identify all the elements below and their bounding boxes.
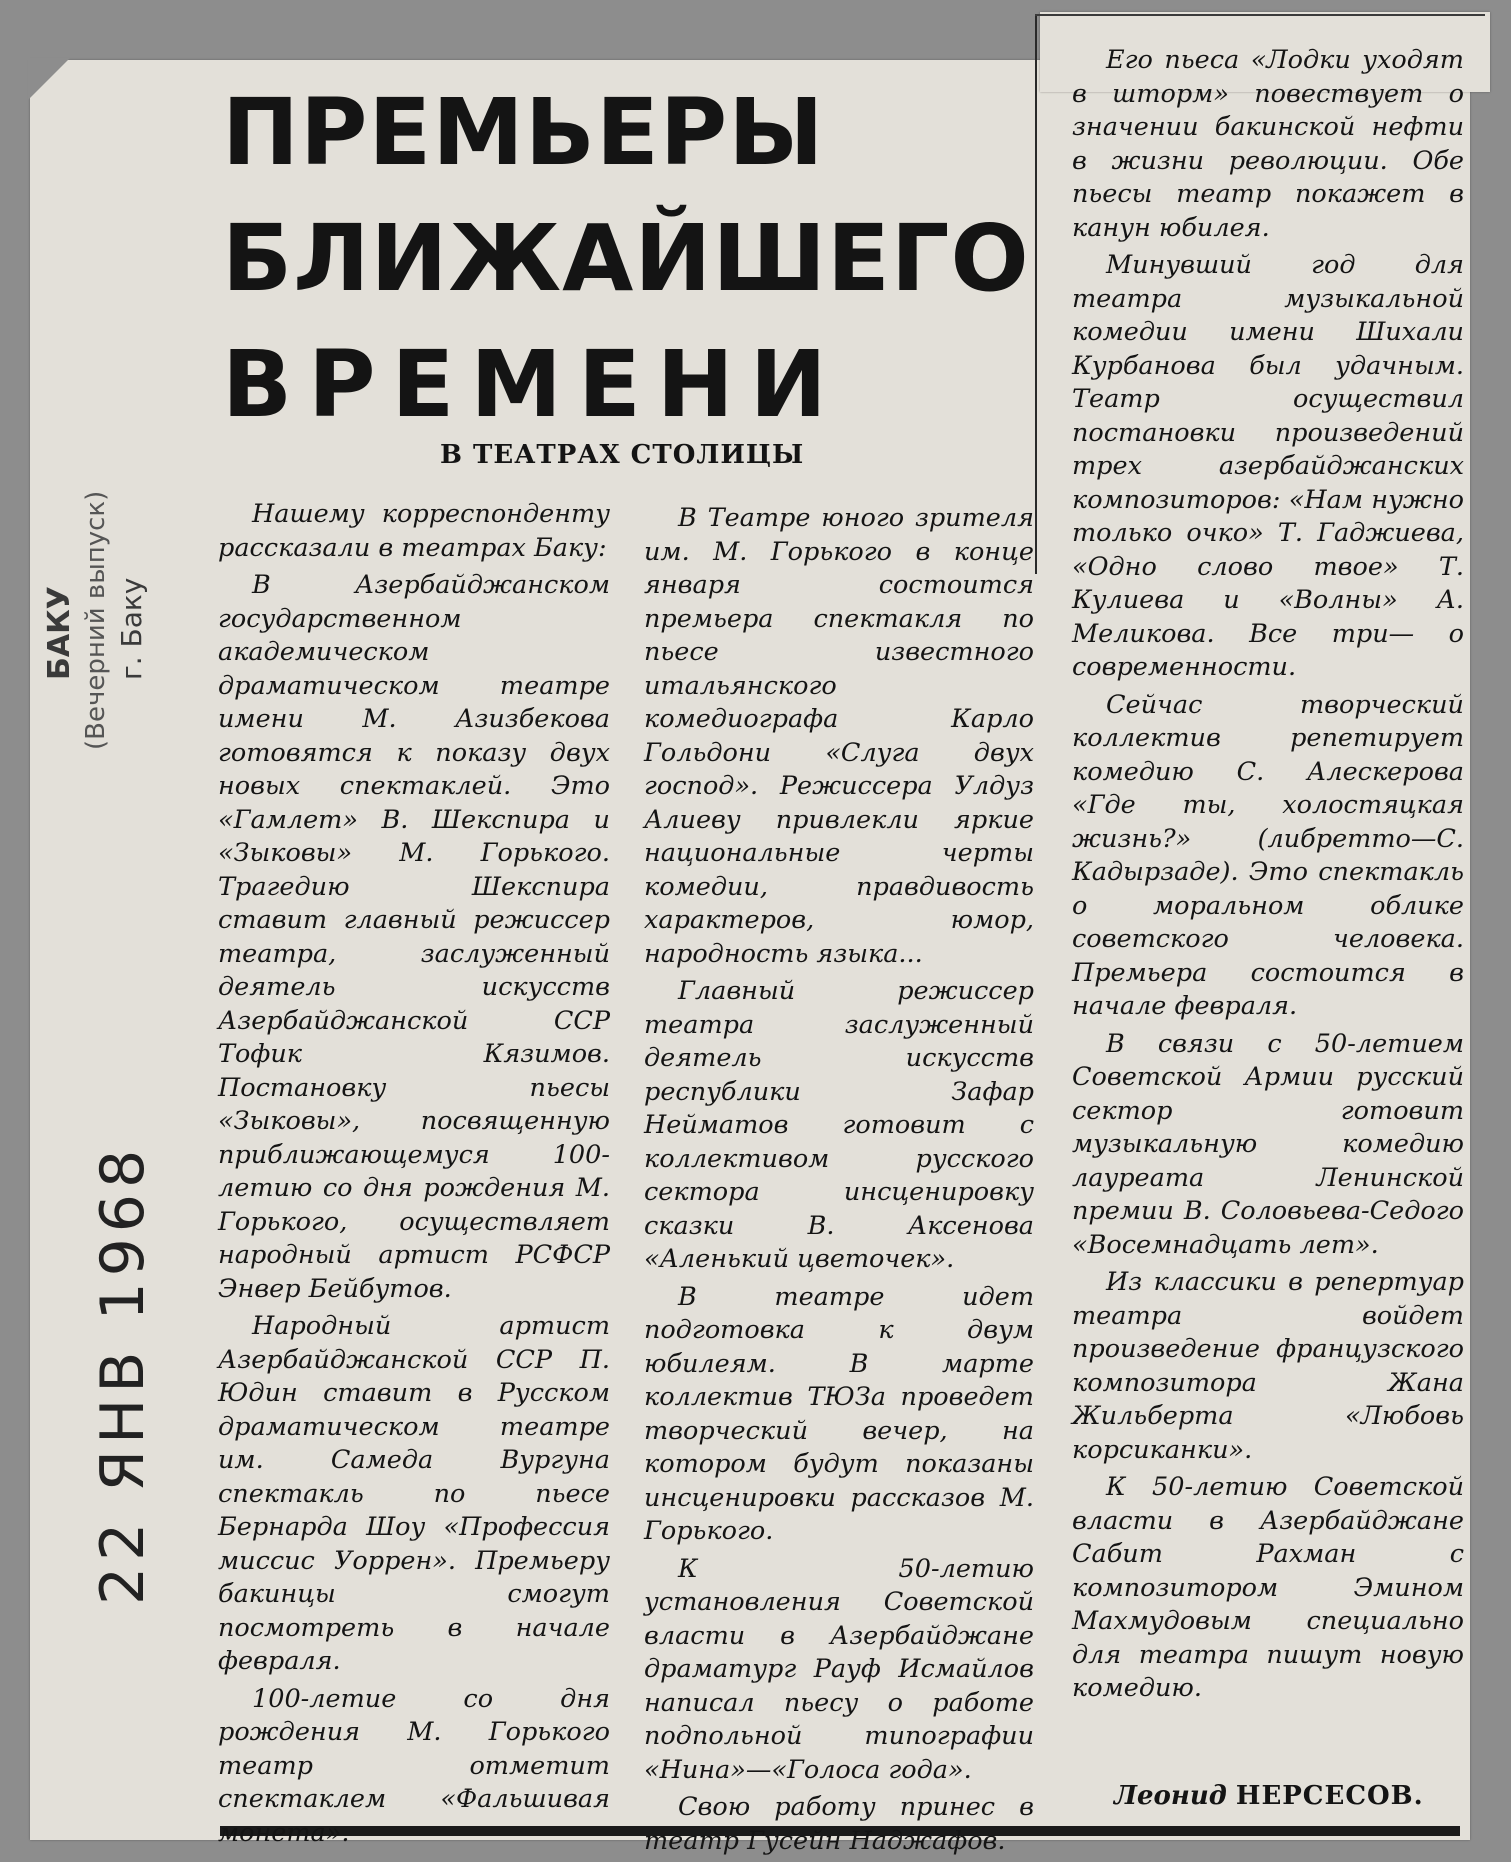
paragraph: В связи с 50-летием Советской Армии русский сектор готовит музыкальную комедию лауреата Ленинской премии В. Соловьева-Седого «Восемнадцать лет».	[1072, 1028, 1464, 1260]
paragraph: Его пьеса «Лодки уходят в шторм» повествует о значении бакинской нефти в жизни революции. Обе пьесы театр покажет в канун юбилея.	[1072, 45, 1464, 243]
paragraph: К 50-летию Советской власти в Азербайджане Сабит Рахман с композитором Эмином Махмудовым специально для театра пишут новую комедию.	[1072, 1472, 1464, 1703]
paragraph: Из классики в репертуар театра войдет произведение французского композитора Жана Жильберта «Любовь корсиканки».	[1072, 1267, 1464, 1465]
date-stamp: 22 ЯНВ 1968	[88, 1143, 158, 1605]
headline-line: БЛИЖАЙШЕГО	[222, 205, 1030, 312]
headline	[222, 70, 1030, 448]
paragraph: В Театре юного зрителя им. М. Горького в конце января состоится премьера спектакля по пьесе известного итальянского комедиографа Карло Гольдони «Слуга двух господ». Режиссера Улдуз Алиеву привлекли яркие национальные черты комедии, правдивость характеров, юмор, народность языка...	[644, 503, 1034, 969]
paragraph: К 50-летию установления Советской власти в Азербайджане драматург Рауф Исмайлов написал пьесу о работе подпольной типографии «Нина»—«Голоса года».	[644, 1553, 1034, 1785]
paragraph: Минувший год для театра музыкальной комедии имени Шихали Курбанова был удачным. Театр осуществил постановки произведений трех азербайджанских композиторов: «Нам нужно только очко» Т. Гаджиева, «Одно слово твое» Т. Кулиева и «Волны» А. Меликова. Все три— о современности.	[1072, 250, 1464, 682]
article-column-1	[218, 498, 610, 1854]
paragraph: Сейчас творческий коллектив репетирует комедию С. Алескерова «Где ты, холостяцкая жизнь?» (либретто—С. Кадырзаде). Это спектакль о моральном облике советского человека. Премьера состоится в начале февраля.	[1072, 689, 1464, 1021]
column-rule	[1035, 14, 1037, 574]
paragraph: В театре идет подготовка к двум юбилеям. В марте коллектив ТЮЗа проведет творческий вечер, на котором будут показаны инсценировки рассказов М. Горького.	[644, 1281, 1034, 1546]
subheading: В ТЕАТРАХ СТОЛИЦЫ	[440, 440, 805, 470]
source-location: г. Баку	[115, 577, 148, 680]
source-edition: (Вечерний выпуск)	[81, 490, 111, 750]
article-column-2	[644, 502, 1034, 1862]
paragraph: Народный артист Азербайджанской ССР П. Юдин ставит в Русском драматическом театре им. Самеда Вургуна спектакль по пьесе Бернарда Шоу «Профессия миссис Уоррен». Премьеру бакинцы смогут посмотреть в начале февраля.	[218, 1311, 610, 1676]
article-column-3	[1072, 44, 1464, 1710]
author-surname: НЕРСЕСОВ.	[1235, 1781, 1424, 1811]
author-signature	[1114, 1781, 1424, 1811]
paragraph: Свою работу принес в театр Гусейн Наджафов.	[644, 1792, 1034, 1856]
clipping-corner-cut	[28, 58, 70, 100]
top-rule	[1035, 14, 1485, 16]
headline-line: ВРЕМЕНИ	[222, 331, 843, 438]
source-stamp	[42, 190, 182, 750]
paragraph: Нашему корреспонденту рассказали в театрах Баку:	[218, 499, 610, 563]
paragraph: В Азербайджанском государственном академическом драматическом театре имени М. Азизбекова готовятся к показу двух новых спектаклей. Это «Гамлет» В. Шекспира и «Зыковы» М. Горького. Трагедию Шекспира ставит главный режиссер театра, заслуженный деятель искусств Азербайджанской ССР Тофик Кязимов. Постановку пьесы «Зыковы», посвященную приближающемуся 100-летию со дня рождения М. Горького, осуществляет народный артист РСФСР Энвер Бейбутов.	[218, 570, 610, 1304]
paragraph: 100-летие со дня рождения М. Горького театр отметит спектаклем «Фальшивая монета».	[218, 1683, 610, 1848]
source-city: БАКУ	[42, 586, 77, 680]
author-first-name: Леонид	[1114, 1781, 1227, 1811]
paragraph: Главный режиссер театра заслуженный деятель искусств республики Зафар Нейматов готовит с коллективом русского сектора инсценировку сказки В. Аксенова «Аленький цветочек».	[644, 976, 1034, 1274]
headline-line: ПРЕМЬЕРЫ	[222, 79, 825, 186]
